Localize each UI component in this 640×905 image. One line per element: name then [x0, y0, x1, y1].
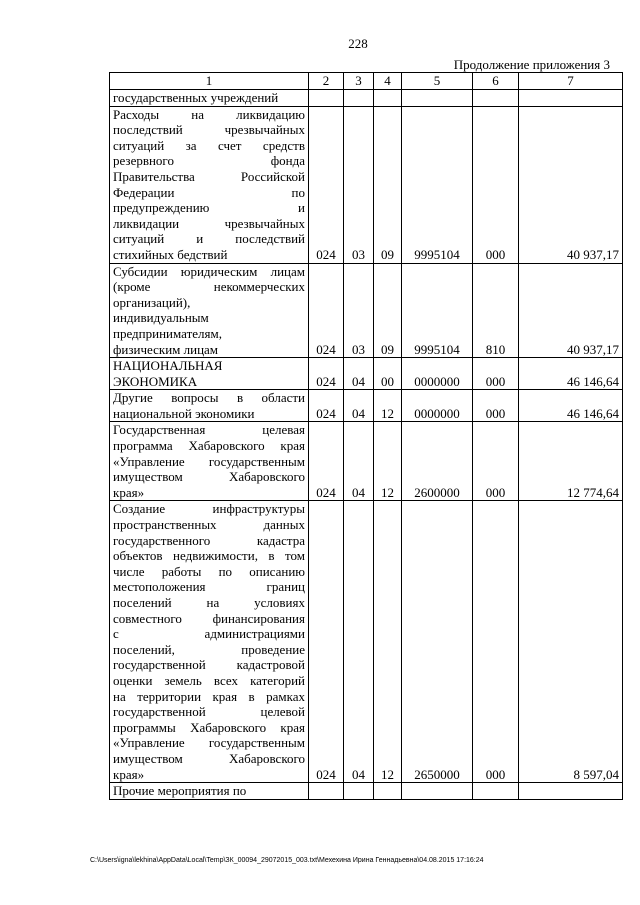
- target-item-cell: 2600000: [402, 422, 473, 501]
- row-description: [110, 783, 309, 800]
- row-description: [110, 422, 309, 501]
- row-description: [110, 90, 309, 107]
- description-line: Расходы на ликвидацию: [113, 106, 305, 122]
- description-line: Федерации по: [113, 184, 305, 200]
- table-row: [110, 90, 623, 107]
- description-line: Прочие мероприятия по: [113, 783, 247, 799]
- table-body: [110, 73, 623, 800]
- subsection-cell: 12: [374, 422, 402, 501]
- description-line: с администрациями: [113, 626, 305, 642]
- description-line: Другие вопросы в области: [113, 390, 305, 406]
- description-line: государственных учреждений: [113, 90, 279, 105]
- amount-cell: 46 146,64: [519, 390, 623, 422]
- section-cell: [344, 783, 374, 800]
- table-row: [110, 422, 623, 501]
- subsection-cell: [374, 783, 402, 800]
- amount-cell: 46 146,64: [519, 358, 623, 390]
- subsection-cell: 00: [374, 358, 402, 390]
- description-line: стихийных бедствий: [113, 246, 228, 262]
- admin-code-cell: 024: [309, 358, 344, 390]
- section-cell: 03: [344, 106, 374, 263]
- description-line: (кроме некоммерческих: [113, 279, 305, 295]
- description-line: предупреждению и: [113, 200, 305, 216]
- expense-type-cell: 000: [473, 106, 519, 263]
- amount-cell: [519, 783, 623, 800]
- description-line: национальной экономики: [113, 405, 255, 421]
- description-line: государственной целевой: [113, 704, 305, 720]
- description-line: Создание инфраструктуры: [113, 501, 305, 517]
- section-cell: 03: [344, 263, 374, 358]
- description-line: государственного кадастра: [113, 532, 305, 548]
- expense-type-cell: 000: [473, 501, 519, 783]
- admin-code-cell: [309, 783, 344, 800]
- row-description: [110, 390, 309, 422]
- description-line: Субсидии юридическим лицам: [113, 263, 305, 279]
- description-line: программа Хабаровского края: [113, 438, 305, 454]
- table-row: [110, 501, 623, 783]
- admin-code-cell: 024: [309, 390, 344, 422]
- description-line: последствий чрезвычайных: [113, 122, 305, 138]
- description-line: пространственных данных: [113, 517, 305, 533]
- description-line: предпринимателям,: [113, 325, 222, 341]
- description-line: ситуаций и последствий: [113, 231, 305, 247]
- target-item-cell: [402, 783, 473, 800]
- subsection-cell: 09: [374, 263, 402, 358]
- expense-type-cell: [473, 90, 519, 107]
- description-line: ликвидации чрезвычайных: [113, 215, 305, 231]
- row-description: [110, 106, 309, 263]
- expense-type-cell: 000: [473, 358, 519, 390]
- table-row: [110, 390, 623, 422]
- column-header-6: 6: [473, 73, 519, 90]
- section-cell: 04: [344, 501, 374, 783]
- expense-type-cell: 000: [473, 390, 519, 422]
- subsection-cell: 12: [374, 390, 402, 422]
- continuation-label: Продолжение приложения 3: [453, 57, 610, 72]
- description-line: НАЦИОНАЛЬНАЯ: [113, 358, 223, 374]
- description-line: края»: [113, 484, 145, 500]
- column-header-2: 2: [309, 73, 344, 90]
- description-line: поселений, проведение: [113, 641, 305, 657]
- description-line: резервного фонда: [113, 153, 305, 169]
- subsection-cell: [374, 90, 402, 107]
- row-description: [110, 358, 309, 390]
- description-line: имуществом Хабаровского: [113, 469, 305, 485]
- description-line: поселений на условиях: [113, 595, 305, 610]
- description-line: числе работы по описанию: [113, 563, 305, 579]
- table-row: [110, 783, 623, 800]
- description-line: государственной кадастровой: [113, 657, 305, 673]
- description-line: на территории края в рамках: [113, 688, 305, 704]
- table-row: [110, 358, 623, 390]
- description-line: ситуаций за счет средств: [113, 137, 305, 153]
- subsection-cell: 12: [374, 501, 402, 783]
- file-path-footer: C:\Users\igna\lekhina\AppData\Local\Temp\ЗК_00094_29072015_003.txt\Мехехина Ирина Геннадьевна\04.08.2015 17:16:24: [90, 857, 484, 864]
- target-item-cell: [402, 90, 473, 107]
- expense-type-cell: [473, 783, 519, 800]
- column-header-4: 4: [374, 73, 402, 90]
- admin-code-cell: 024: [309, 263, 344, 358]
- description-line: совместного финансирования: [113, 610, 305, 626]
- column-header-7: 7: [519, 73, 623, 90]
- table-header-row: [110, 73, 623, 90]
- target-item-cell: 9995104: [402, 263, 473, 358]
- page-number: 228: [348, 36, 368, 51]
- section-cell: 04: [344, 390, 374, 422]
- target-item-cell: 2650000: [402, 501, 473, 783]
- target-item-cell: 0000000: [402, 390, 473, 422]
- description-line: программы Хабаровского края: [113, 719, 305, 735]
- expense-type-cell: 000: [473, 422, 519, 501]
- description-line: ЭКОНОМИКА: [113, 373, 198, 389]
- description-line: «Управление государственным: [113, 735, 305, 751]
- description-line: индивидуальным: [113, 310, 209, 326]
- row-description: [110, 501, 309, 783]
- budget-table: [109, 72, 623, 800]
- admin-code-cell: 024: [309, 106, 344, 263]
- description-line: края»: [113, 766, 145, 782]
- admin-code-cell: [309, 90, 344, 107]
- subsection-cell: 09: [374, 106, 402, 263]
- column-header-1: 1: [110, 73, 309, 90]
- table-row: [110, 106, 623, 263]
- amount-cell: 40 937,17: [519, 263, 623, 358]
- amount-cell: [519, 90, 623, 107]
- target-item-cell: 9995104: [402, 106, 473, 263]
- description-line: Правительства Российской: [113, 168, 305, 184]
- section-cell: [344, 90, 374, 107]
- amount-cell: 12 774,64: [519, 422, 623, 501]
- description-line: оценки земель всех категорий: [113, 672, 305, 688]
- column-header-5: 5: [402, 73, 473, 90]
- description-line: «Управление государственным: [113, 453, 305, 469]
- section-cell: 04: [344, 422, 374, 501]
- description-line: физическим лицам: [113, 341, 219, 357]
- admin-code-cell: 024: [309, 422, 344, 501]
- column-header-3: 3: [344, 73, 374, 90]
- description-line: Государственная целевая: [113, 422, 305, 438]
- expense-type-cell: 810: [473, 263, 519, 358]
- description-line: объектов недвижимости, в том: [113, 548, 305, 564]
- row-description: [110, 263, 309, 358]
- description-line: имуществом Хабаровского: [113, 750, 305, 766]
- target-item-cell: 0000000: [402, 358, 473, 390]
- amount-cell: 8 597,04: [519, 501, 623, 783]
- table-row: [110, 263, 623, 358]
- admin-code-cell: 024: [309, 501, 344, 783]
- section-cell: 04: [344, 358, 374, 390]
- description-line: местоположения границ: [113, 579, 305, 595]
- description-line: организаций),: [113, 294, 191, 310]
- amount-cell: 40 937,17: [519, 106, 623, 263]
